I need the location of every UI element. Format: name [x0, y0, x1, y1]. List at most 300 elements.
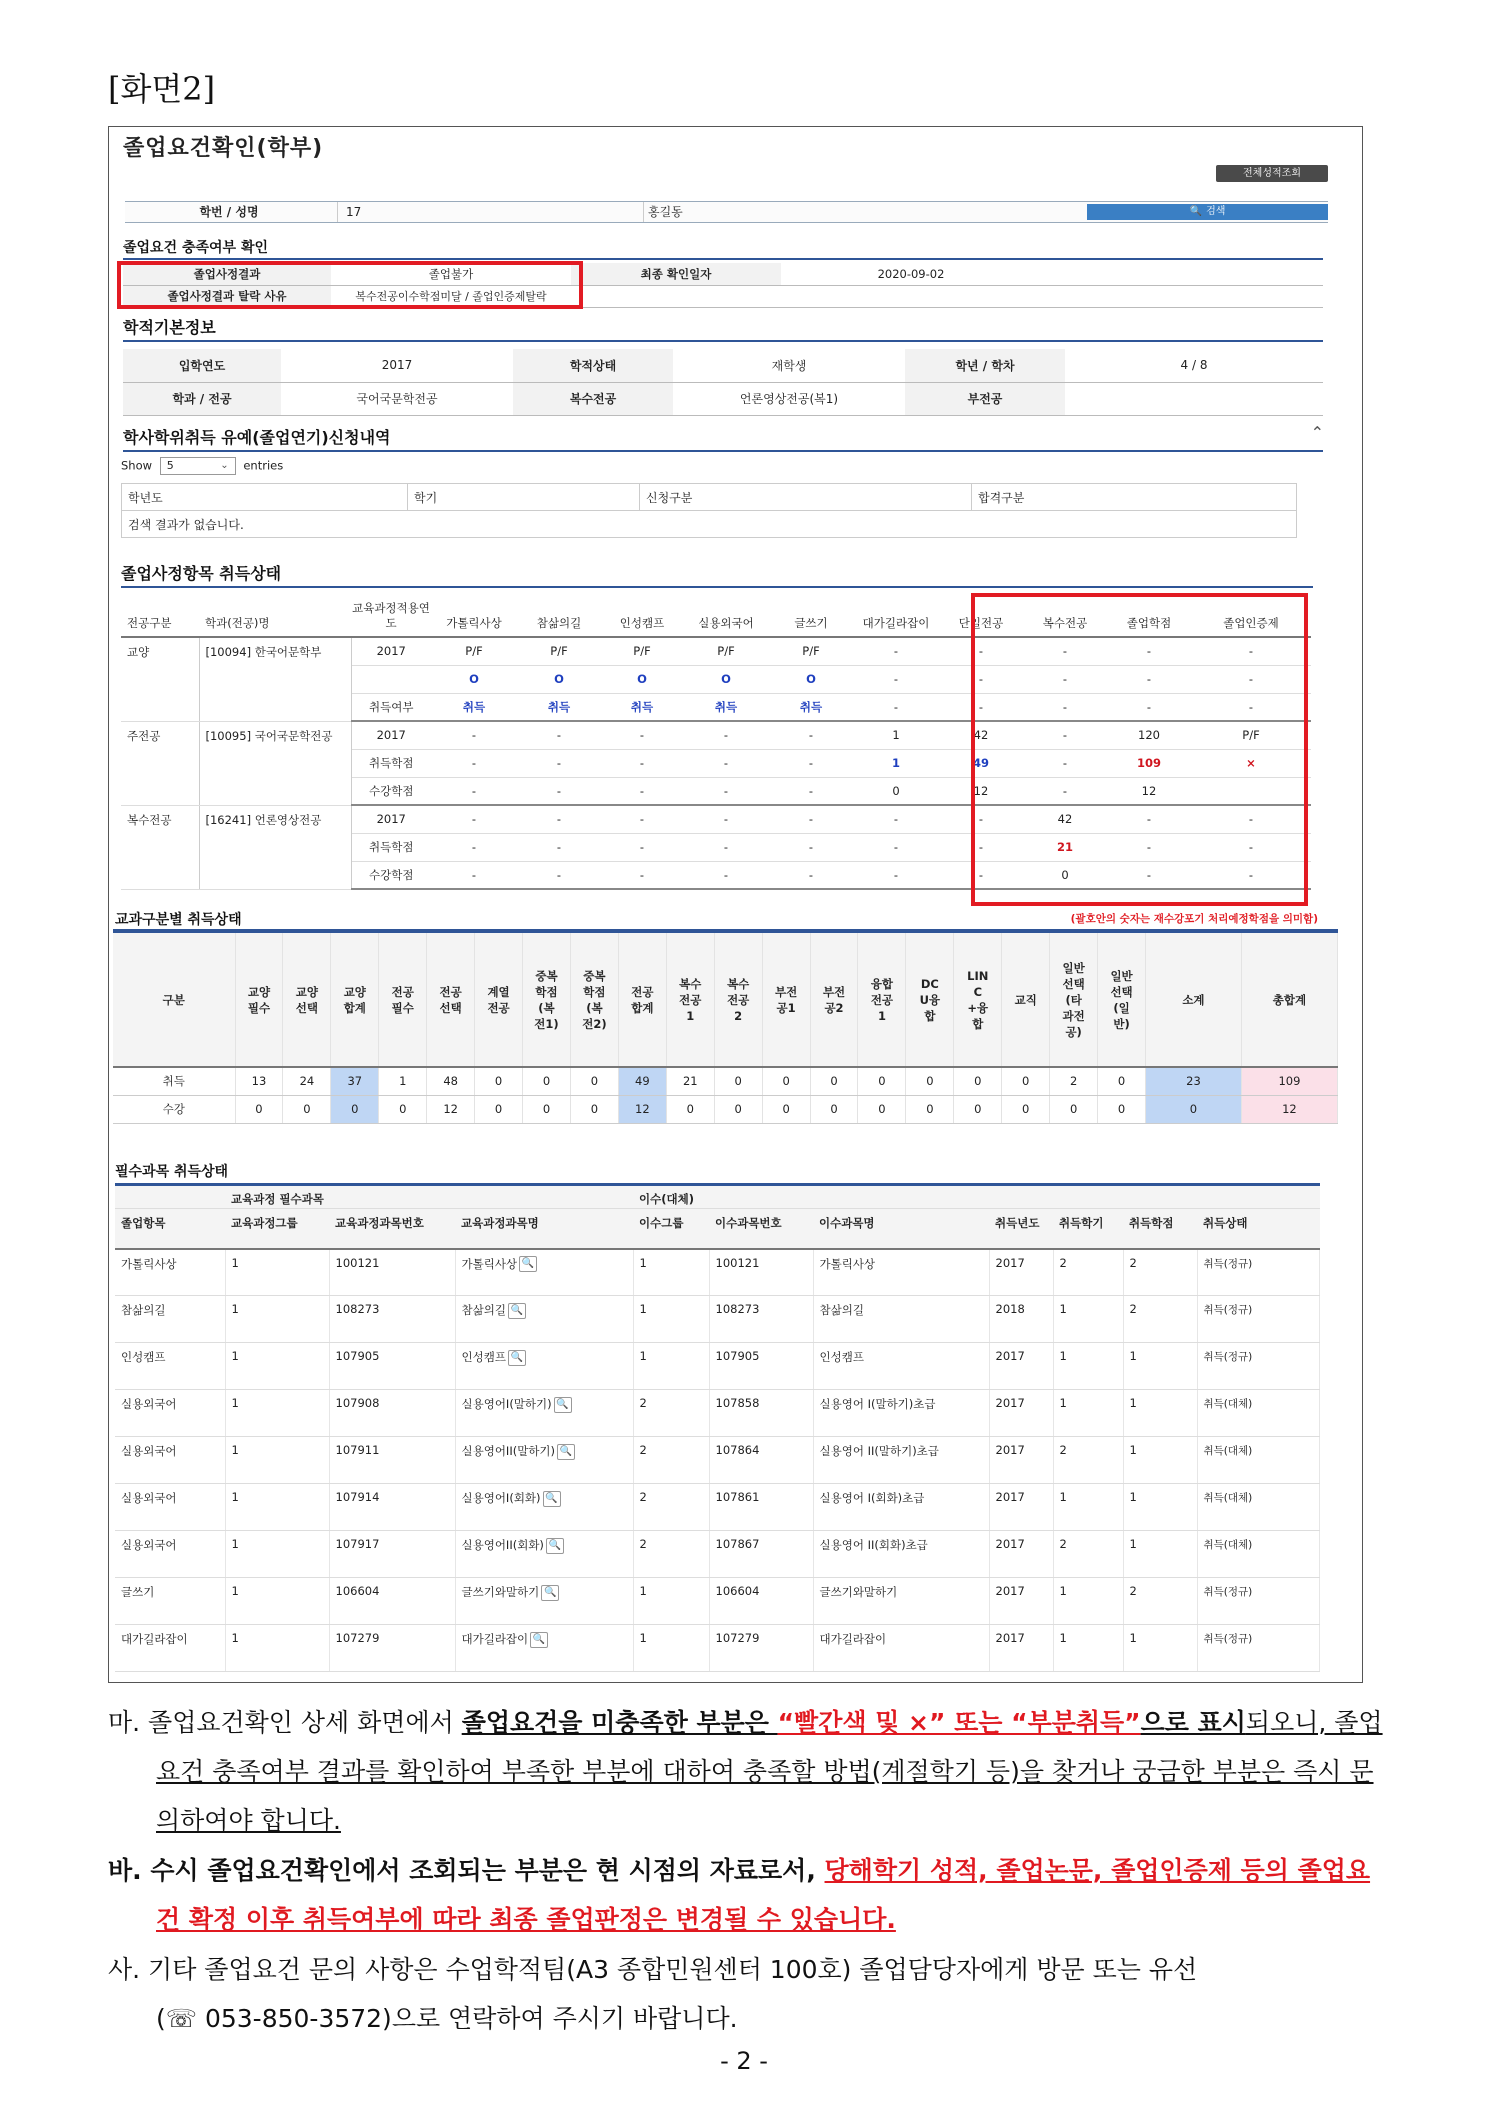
- required-row: [115, 1296, 1320, 1343]
- required-cell: 실용영어I(말하기) 🔍: [455, 1390, 633, 1437]
- status-cell: -: [431, 805, 517, 833]
- status-cell: 0: [1023, 861, 1107, 889]
- category-cell: 48: [427, 1067, 475, 1095]
- required-cell: 참삶의길 🔍: [455, 1296, 633, 1343]
- note-ba: 바. 수시 졸업요건확인에서 조회되는 부분은 현 시점의 자료로서, 당해학기 성적, 졸업논문, 졸업인증제 등의 졸업요건 확정 이후 취득여부에 따라 최종 졸업판정은 변경될 수 있습니다.: [108, 1856, 1371, 1934]
- status-cell: -: [1107, 665, 1191, 693]
- status-cell: 취득학점: [351, 749, 431, 777]
- collapse-icon[interactable]: ⌃: [1310, 423, 1324, 442]
- required-cell: 107914: [329, 1484, 455, 1531]
- status-cell: -: [1191, 833, 1311, 861]
- status-cell: -: [1107, 861, 1191, 889]
- required-cell: 인성캠프: [115, 1343, 225, 1390]
- course-lookup-icon[interactable]: 🔍: [543, 1491, 561, 1507]
- category-header: 교직: [1002, 931, 1050, 1067]
- reason-label: 졸업사정결과 탈락 사유: [123, 285, 331, 307]
- category-cell: 취득: [113, 1067, 235, 1095]
- category-cell: 0: [810, 1095, 858, 1123]
- major-kind: 주전공: [121, 721, 199, 805]
- dept-name: [10094] 한국어문학부: [199, 637, 351, 721]
- status-cell: 수강학점: [351, 777, 431, 805]
- status-cell: -: [517, 861, 601, 889]
- required-cell: 2017: [989, 1531, 1053, 1578]
- required-row: [115, 1578, 1320, 1625]
- student-name-field[interactable]: 홍길동: [643, 202, 945, 222]
- status-cell: -: [683, 749, 769, 777]
- required-row: [115, 1531, 1320, 1578]
- category-header: 계열전공: [475, 931, 523, 1067]
- page-number: - 2 -: [720, 2047, 768, 2075]
- status-cell: -: [769, 833, 853, 861]
- deferral-title: 학사학위취득 유예(졸업연기)신청내역: [123, 428, 391, 447]
- screen-caption: [화면2]: [108, 70, 216, 108]
- required-cell: 1: [225, 1531, 329, 1578]
- empty-message: 검색 결과가 없습니다.: [122, 511, 1297, 538]
- required-cell: 1: [1053, 1390, 1123, 1437]
- category-cell: 0: [906, 1067, 954, 1095]
- category-cell: 0: [954, 1095, 1002, 1123]
- required-cell: 참삶의길: [115, 1296, 225, 1343]
- required-cell: 실용영어 I(회화)초급: [813, 1484, 989, 1531]
- required-cell: 1: [633, 1343, 709, 1390]
- status-cell: -: [939, 833, 1023, 861]
- status-cell: -: [769, 861, 853, 889]
- required-cell: 인성캠프 🔍: [455, 1343, 633, 1390]
- status-cell: -: [939, 665, 1023, 693]
- status-cell: -: [431, 861, 517, 889]
- required-cell: 2: [1053, 1249, 1123, 1296]
- category-cell: 0: [1002, 1067, 1050, 1095]
- required-cell: 실용영어 I(말하기)초급: [813, 1390, 989, 1437]
- category-cell: 0: [1002, 1095, 1050, 1123]
- req-check-title: 졸업요건 충족여부 확인: [123, 240, 268, 256]
- status-cell: -: [1023, 721, 1107, 749]
- retake-note: (괄호안의 숫자는 재수강포기 처리예정학점을 의미함): [1070, 913, 1318, 925]
- required-cell: 취득(대체): [1197, 1531, 1320, 1578]
- status-cell: 취득학점: [351, 833, 431, 861]
- status-cell: 취득여부: [351, 693, 431, 721]
- status-cell: -: [683, 777, 769, 805]
- required-cell: 실용외국어: [115, 1531, 225, 1578]
- required-cell: 실용영어II(말하기) 🔍: [455, 1437, 633, 1484]
- section-divider: [123, 450, 1323, 452]
- required-row: [115, 1437, 1320, 1484]
- status-cell: 49: [939, 749, 1023, 777]
- required-cell: 취득(정규): [1197, 1343, 1320, 1390]
- category-header: 융합전공1: [858, 931, 906, 1067]
- status-cell: 취득: [769, 693, 853, 721]
- category-header: 일반선택(일반): [1098, 931, 1146, 1067]
- required-cell: 가톨릭사상: [813, 1249, 989, 1296]
- status-cell: -: [601, 861, 683, 889]
- required-cell: 1: [1123, 1531, 1197, 1578]
- student-id-field[interactable]: 17: [337, 202, 641, 222]
- category-cell: 0: [331, 1095, 379, 1123]
- status-cell: -: [1023, 637, 1107, 665]
- category-header: 복수전공2: [714, 931, 762, 1067]
- chevron-down-icon: ⌄: [220, 460, 229, 471]
- search-icon: 🔍: [1189, 206, 1203, 217]
- required-table: 교육과정 필수과목 이수(대체) 졸업항목 교육과정그룹 교육과정과목번호 교육과정과목명 이수그룹 이수과목번호 이수과목명 취득년도 취득학기 취득학점 취득상태 가톨릭사상 1 100121 가톨릭사상 🔍 1 100121 가톨릭사상 2017 2 2 취득(정규) 참삶의길 1 108273 참삶의길 🔍 1 108273 참삶의길 2018 1 2 취득(정규) 인성캠프 1 107905 인성캠프 🔍 1 107905 인성캠프 2017 1 1 취득(정규) 실용외국어 1 107908 실용영어I(말하기) 🔍 2 107858 실용영어 I(말하기)초급 2017 1 1 취득(대체) 실용외국어 1 107911 실용영어II(말하기) 🔍 2 107864 실용영어 II(말하기)초급 2017 2 1 취득(대체) 실용외국어 1 107914 실용영어I(회화) 🔍 2 107861 실용영어 I(회화)초급 2017 1 1 취득(대체) 실용외국어 1 107917 실용영어II(회화) 🔍 2 107867 실용영어 II(회화)초급 2017 2 1 취득(대체) 글쓰기 1 106604 글쓰기와말하기 🔍 1 106604 글쓰기와말하기 2017 1 2 취득(정규) 대가길라잡이 1 107279 대가길라잡이 🔍 1 107279 대가길라잡이 2017 1 1 취득(정규): [115, 1183, 1320, 1672]
- category-cell: 0: [810, 1067, 858, 1095]
- required-cell: 1: [1123, 1484, 1197, 1531]
- basic-info-table: 입학연도 2017 학적상태 재학생 학년 / 학차 4 / 8 학과 / 전공 국어국문학전공 복수전공 언론영상전공(복1) 부전공: [123, 349, 1323, 416]
- required-cell: 2017: [989, 1484, 1053, 1531]
- status-cell: -: [939, 805, 1023, 833]
- screenshot-frame: [108, 126, 1363, 1683]
- status-cell: -: [939, 861, 1023, 889]
- required-cell: 107911: [329, 1437, 455, 1484]
- required-cell: 가톨릭사상 🔍: [455, 1249, 633, 1296]
- status-cell: -: [853, 637, 939, 665]
- required-cell: 2017: [989, 1343, 1053, 1390]
- status-cell: -: [769, 721, 853, 749]
- category-cell: 109: [1241, 1067, 1337, 1095]
- required-cell: 1: [633, 1249, 709, 1296]
- status-cell: 0: [853, 777, 939, 805]
- category-header: 교양필수: [235, 931, 283, 1067]
- status-cell: -: [853, 833, 939, 861]
- category-header: 교양선택: [283, 931, 331, 1067]
- status-cell: -: [1191, 693, 1311, 721]
- required-cell: 2: [1123, 1578, 1197, 1625]
- required-cell: 107867: [709, 1531, 813, 1578]
- required-row: [115, 1484, 1320, 1531]
- major-kind: 교양: [121, 637, 199, 721]
- required-cell: 1: [1053, 1343, 1123, 1390]
- required-cell: 1: [633, 1578, 709, 1625]
- category-cell: 0: [475, 1095, 523, 1123]
- category-cell: 0: [235, 1095, 283, 1123]
- result-value: 졸업불가: [331, 263, 571, 285]
- status-title: 졸업사정항목 취득상태: [121, 564, 282, 583]
- dept-name: [10095] 국어국문학전공: [199, 721, 351, 805]
- final-date-value: 2020-09-02: [781, 263, 1041, 285]
- category-cell: 49: [618, 1067, 666, 1095]
- required-cell: 2: [1053, 1531, 1123, 1578]
- result-label: 졸업사정결과: [123, 263, 331, 285]
- status-cell: -: [1023, 693, 1107, 721]
- required-cell: 1: [1053, 1296, 1123, 1343]
- status-cell: -: [853, 665, 939, 693]
- category-header: 중복학점(복전1): [523, 931, 571, 1067]
- category-cell: 1: [379, 1067, 427, 1095]
- required-cell: 취득(대체): [1197, 1390, 1320, 1437]
- page-size-select[interactable]: 5 ⌄: [160, 457, 236, 475]
- status-cell: P/F: [1191, 721, 1311, 749]
- student-label: 학번 / 성명: [199, 205, 259, 219]
- required-cell: 실용영어 II(말하기)초급: [813, 1437, 989, 1484]
- required-cell: 취득(대체): [1197, 1437, 1320, 1484]
- category-cell: 12: [618, 1095, 666, 1123]
- status-cell: -: [1191, 637, 1311, 665]
- required-cell: 1: [1123, 1390, 1197, 1437]
- status-cell: -: [683, 721, 769, 749]
- category-cell: 0: [762, 1095, 810, 1123]
- basic-info-title: 학적기본정보: [123, 318, 216, 337]
- category-cell: 0: [570, 1067, 618, 1095]
- required-cell: 2: [633, 1390, 709, 1437]
- category-row: [113, 1095, 1338, 1123]
- required-cell: 2: [633, 1484, 709, 1531]
- required-cell: 1: [225, 1484, 329, 1531]
- status-cell: -: [517, 833, 601, 861]
- required-cell: 106604: [329, 1578, 455, 1625]
- status-cell: O: [683, 665, 769, 693]
- course-lookup-icon[interactable]: 🔍: [554, 1397, 572, 1413]
- required-cell: 글쓰기와말하기: [813, 1578, 989, 1625]
- required-cell: 1: [225, 1296, 329, 1343]
- status-cell: -: [1191, 805, 1311, 833]
- category-cell: 수강: [113, 1095, 235, 1123]
- category-cell: 0: [666, 1095, 714, 1123]
- required-cell: 실용외국어: [115, 1484, 225, 1531]
- required-cell: 106604: [709, 1578, 813, 1625]
- required-cell: 2017: [989, 1437, 1053, 1484]
- required-cell: 107908: [329, 1390, 455, 1437]
- required-cell: 2017: [989, 1625, 1053, 1672]
- reason-value: 복수전공이수학점미달 / 졸업인증제탈락: [331, 285, 571, 307]
- status-cell: O: [769, 665, 853, 693]
- note-ma: 마. 졸업요건확인 상세 화면에서 졸업요건을 미충족한 부분은 “빨간색 및 ×” 또는 “부분취득”으로 표시되오니, 졸업요건 충족여부 결과를 확인하여 부족한 부분에 대하여 충족할 방법(계절학기 등)을 찾거나 궁금한 부분은 즉시 문의하여야 합니다.: [108, 1708, 1383, 1835]
- status-cell: ×: [1191, 749, 1311, 777]
- required-cell: 1: [1123, 1437, 1197, 1484]
- category-header: LINC+융합: [954, 931, 1002, 1067]
- category-cell: 0: [714, 1095, 762, 1123]
- status-cell: -: [431, 749, 517, 777]
- required-cell: 대가길라잡이 🔍: [455, 1625, 633, 1672]
- search-button[interactable]: 🔍 검색: [1087, 204, 1328, 220]
- required-title: 필수과목 취득상태: [115, 1164, 229, 1180]
- required-cell: 취득(정규): [1197, 1625, 1320, 1672]
- status-cell: -: [601, 749, 683, 777]
- status-cell: [351, 665, 431, 693]
- status-highlight-box: [971, 593, 1308, 906]
- status-cell: O: [601, 665, 683, 693]
- status-cell: -: [769, 777, 853, 805]
- student-search-row: [125, 201, 1328, 223]
- required-cell: 실용영어II(회화) 🔍: [455, 1531, 633, 1578]
- category-header: 중복학점(복전2): [570, 931, 618, 1067]
- status-cell: -: [517, 805, 601, 833]
- status-cell: -: [1107, 637, 1191, 665]
- section-divider: [123, 340, 1323, 342]
- course-lookup-icon[interactable]: 🔍: [541, 1585, 559, 1601]
- status-cell: 1: [853, 721, 939, 749]
- category-cell: 0: [570, 1095, 618, 1123]
- category-header: DCU융합: [906, 931, 954, 1067]
- category-cell: 0: [714, 1067, 762, 1095]
- status-cell: -: [601, 833, 683, 861]
- status-cell: -: [1023, 777, 1107, 805]
- status-cell: -: [683, 861, 769, 889]
- required-cell: 1: [225, 1625, 329, 1672]
- status-cell: -: [431, 777, 517, 805]
- category-title: 교과구분별 취득상태: [115, 912, 242, 928]
- status-cell: -: [1023, 665, 1107, 693]
- required-cell: 107917: [329, 1531, 455, 1578]
- required-cell: 2018: [989, 1296, 1053, 1343]
- status-cell: 12: [939, 777, 1023, 805]
- status-cell: -: [517, 721, 601, 749]
- category-cell: 0: [523, 1095, 571, 1123]
- required-cell: 1: [1053, 1484, 1123, 1531]
- final-date-label: 최종 확인일자: [571, 263, 781, 285]
- required-cell: 108273: [709, 1296, 813, 1343]
- status-table: 전공구분 학과(전공)명 교육과정적용연도 가톨릭사상 참삶의길 인성캠프 실용외국어 글쓰기 대가길라잡이 단일전공 복수전공 졸업학점 졸업인증제 교양 [10094] 한국어문학부 2017 P/F P/F P/F P/F P/F - - - - - O O O O O - - - - - 취득여부 취득 취득 취득 취득 취득 - - - - - 주전공 [10095] 국어국문학전공 2017 - - - - - 1 42 - 120 P/F 취득학점 - - - - - 1 49 - 109 × 수강학점 - - - - - 0 12 - 12 복수전공 [16241] 언론영상전공 2017 - - - - - - - 42 - - 취득학점 - - - - - - - 21 - - 수강학점 - - - - - - - 0 - -: [121, 593, 1311, 890]
- status-cell: 12: [1107, 777, 1191, 805]
- status-cell: -: [1023, 749, 1107, 777]
- category-cell: 0: [1098, 1095, 1146, 1123]
- section-divider: [121, 586, 1313, 588]
- all-grades-button[interactable]: 전체성적조회: [1216, 165, 1328, 182]
- status-cell: -: [853, 861, 939, 889]
- status-cell: P/F: [683, 637, 769, 665]
- required-cell: 107905: [709, 1343, 813, 1390]
- status-cell: -: [601, 777, 683, 805]
- required-cell: 1: [1123, 1625, 1197, 1672]
- status-cell: -: [1191, 665, 1311, 693]
- category-cell: 0: [1050, 1095, 1098, 1123]
- category-header: 전공합계: [618, 931, 666, 1067]
- category-row: [113, 1067, 1338, 1095]
- status-cell: P/F: [517, 637, 601, 665]
- required-cell: 1: [1053, 1578, 1123, 1625]
- course-lookup-icon[interactable]: 🔍: [546, 1538, 564, 1554]
- status-cell: 2017: [351, 721, 431, 749]
- status-cell: -: [853, 805, 939, 833]
- required-cell: 실용영어I(회화) 🔍: [455, 1484, 633, 1531]
- status-cell: 취득: [683, 693, 769, 721]
- required-row: [115, 1625, 1320, 1672]
- required-cell: 1: [225, 1390, 329, 1437]
- course-lookup-icon[interactable]: 🔍: [530, 1632, 548, 1648]
- status-cell: 취득: [431, 693, 517, 721]
- required-cell: 1: [1123, 1343, 1197, 1390]
- note-sa: 사. 기타 졸업요건 문의 사항은 수업학적팀(A3 종합민원센터 100호) 졸업담당자에게 방문 또는 유선 (☏ 053-850-3572)으로 연락하여 주시기 바랍니다.: [108, 1955, 1198, 2033]
- required-cell: 대가길라잡이: [813, 1625, 989, 1672]
- status-cell: P/F: [601, 637, 683, 665]
- category-table: [113, 929, 1338, 1124]
- status-cell: 수강학점: [351, 861, 431, 889]
- required-cell: 107279: [709, 1625, 813, 1672]
- dept-name: [16241] 언론영상전공: [199, 805, 351, 889]
- status-cell: P/F: [431, 637, 517, 665]
- required-cell: 107861: [709, 1484, 813, 1531]
- status-cell: -: [769, 749, 853, 777]
- status-cell: -: [1191, 861, 1311, 889]
- required-cell: 1: [633, 1296, 709, 1343]
- status-cell: 109: [1107, 749, 1191, 777]
- status-cell: -: [1107, 693, 1191, 721]
- group-curriculum: 교육과정 필수과목: [225, 1185, 633, 1209]
- course-lookup-icon[interactable]: 🔍: [557, 1444, 575, 1460]
- page-size-control: Show 5 ⌄ entries: [121, 457, 283, 475]
- status-cell: -: [431, 721, 517, 749]
- required-cell: 2017: [989, 1390, 1053, 1437]
- status-cell: 2017: [351, 637, 431, 665]
- status-cell: -: [853, 693, 939, 721]
- required-cell: 1: [1053, 1625, 1123, 1672]
- status-cell: O: [517, 665, 601, 693]
- major-kind: 복수전공: [121, 805, 199, 889]
- required-cell: 2: [1123, 1249, 1197, 1296]
- required-cell: 107905: [329, 1343, 455, 1390]
- required-cell: 실용영어 II(회화)초급: [813, 1531, 989, 1578]
- category-cell: 0: [906, 1095, 954, 1123]
- category-cell: 0: [379, 1095, 427, 1123]
- required-cell: 108273: [329, 1296, 455, 1343]
- category-cell: 0: [283, 1095, 331, 1123]
- status-cell: -: [939, 637, 1023, 665]
- status-cell: O: [431, 665, 517, 693]
- required-cell: 2017: [989, 1249, 1053, 1296]
- status-cell: -: [601, 805, 683, 833]
- category-cell: 0: [523, 1067, 571, 1095]
- required-cell: 2: [633, 1531, 709, 1578]
- status-cell: -: [1107, 805, 1191, 833]
- required-cell: 1: [633, 1625, 709, 1672]
- status-cell: -: [601, 721, 683, 749]
- required-cell: 1: [225, 1249, 329, 1296]
- status-cell: -: [683, 833, 769, 861]
- course-lookup-icon[interactable]: 🔍: [508, 1350, 526, 1366]
- required-cell: 취득(대체): [1197, 1484, 1320, 1531]
- app-title: 졸업요건확인(학부): [123, 136, 324, 161]
- category-cell: 13: [235, 1067, 283, 1095]
- status-cell: -: [683, 805, 769, 833]
- category-cell: 2: [1050, 1067, 1098, 1095]
- required-cell: 글쓰기와말하기 🔍: [455, 1578, 633, 1625]
- required-cell: 취득(정규): [1197, 1578, 1320, 1625]
- required-row: [115, 1343, 1320, 1390]
- category-cell: 0: [954, 1067, 1002, 1095]
- status-cell: 취득: [517, 693, 601, 721]
- required-cell: 100121: [329, 1249, 455, 1296]
- required-cell: 취득(정규): [1197, 1296, 1320, 1343]
- category-cell: 12: [427, 1095, 475, 1123]
- category-header: 총합계: [1241, 931, 1337, 1067]
- required-cell: 인성캠프: [813, 1343, 989, 1390]
- required-cell: 가톨릭사상: [115, 1249, 225, 1296]
- course-lookup-icon[interactable]: 🔍: [508, 1303, 526, 1319]
- category-header: 부전공2: [810, 931, 858, 1067]
- required-cell: 107858: [709, 1390, 813, 1437]
- category-cell: 37: [331, 1067, 379, 1095]
- category-header: 소계: [1146, 931, 1242, 1067]
- status-cell: P/F: [769, 637, 853, 665]
- category-cell: 23: [1146, 1067, 1242, 1095]
- required-cell: 취득(정규): [1197, 1249, 1320, 1296]
- required-cell: 100121: [709, 1249, 813, 1296]
- required-cell: 글쓰기: [115, 1578, 225, 1625]
- course-lookup-icon[interactable]: 🔍: [519, 1256, 537, 1272]
- category-header: 교양합계: [331, 931, 379, 1067]
- required-cell: 2017: [989, 1578, 1053, 1625]
- category-cell: 0: [475, 1067, 523, 1095]
- status-cell: -: [431, 833, 517, 861]
- category-header: 전공필수: [379, 931, 427, 1067]
- section-divider: [123, 258, 1323, 260]
- category-cell: 24: [283, 1067, 331, 1095]
- result-highlight-box: [117, 261, 583, 309]
- status-cell: 21: [1023, 833, 1107, 861]
- category-header: 부전공1: [762, 931, 810, 1067]
- required-row: [115, 1390, 1320, 1437]
- category-cell: 0: [1098, 1067, 1146, 1095]
- category-cell: 21: [666, 1067, 714, 1095]
- category-cell: 0: [858, 1095, 906, 1123]
